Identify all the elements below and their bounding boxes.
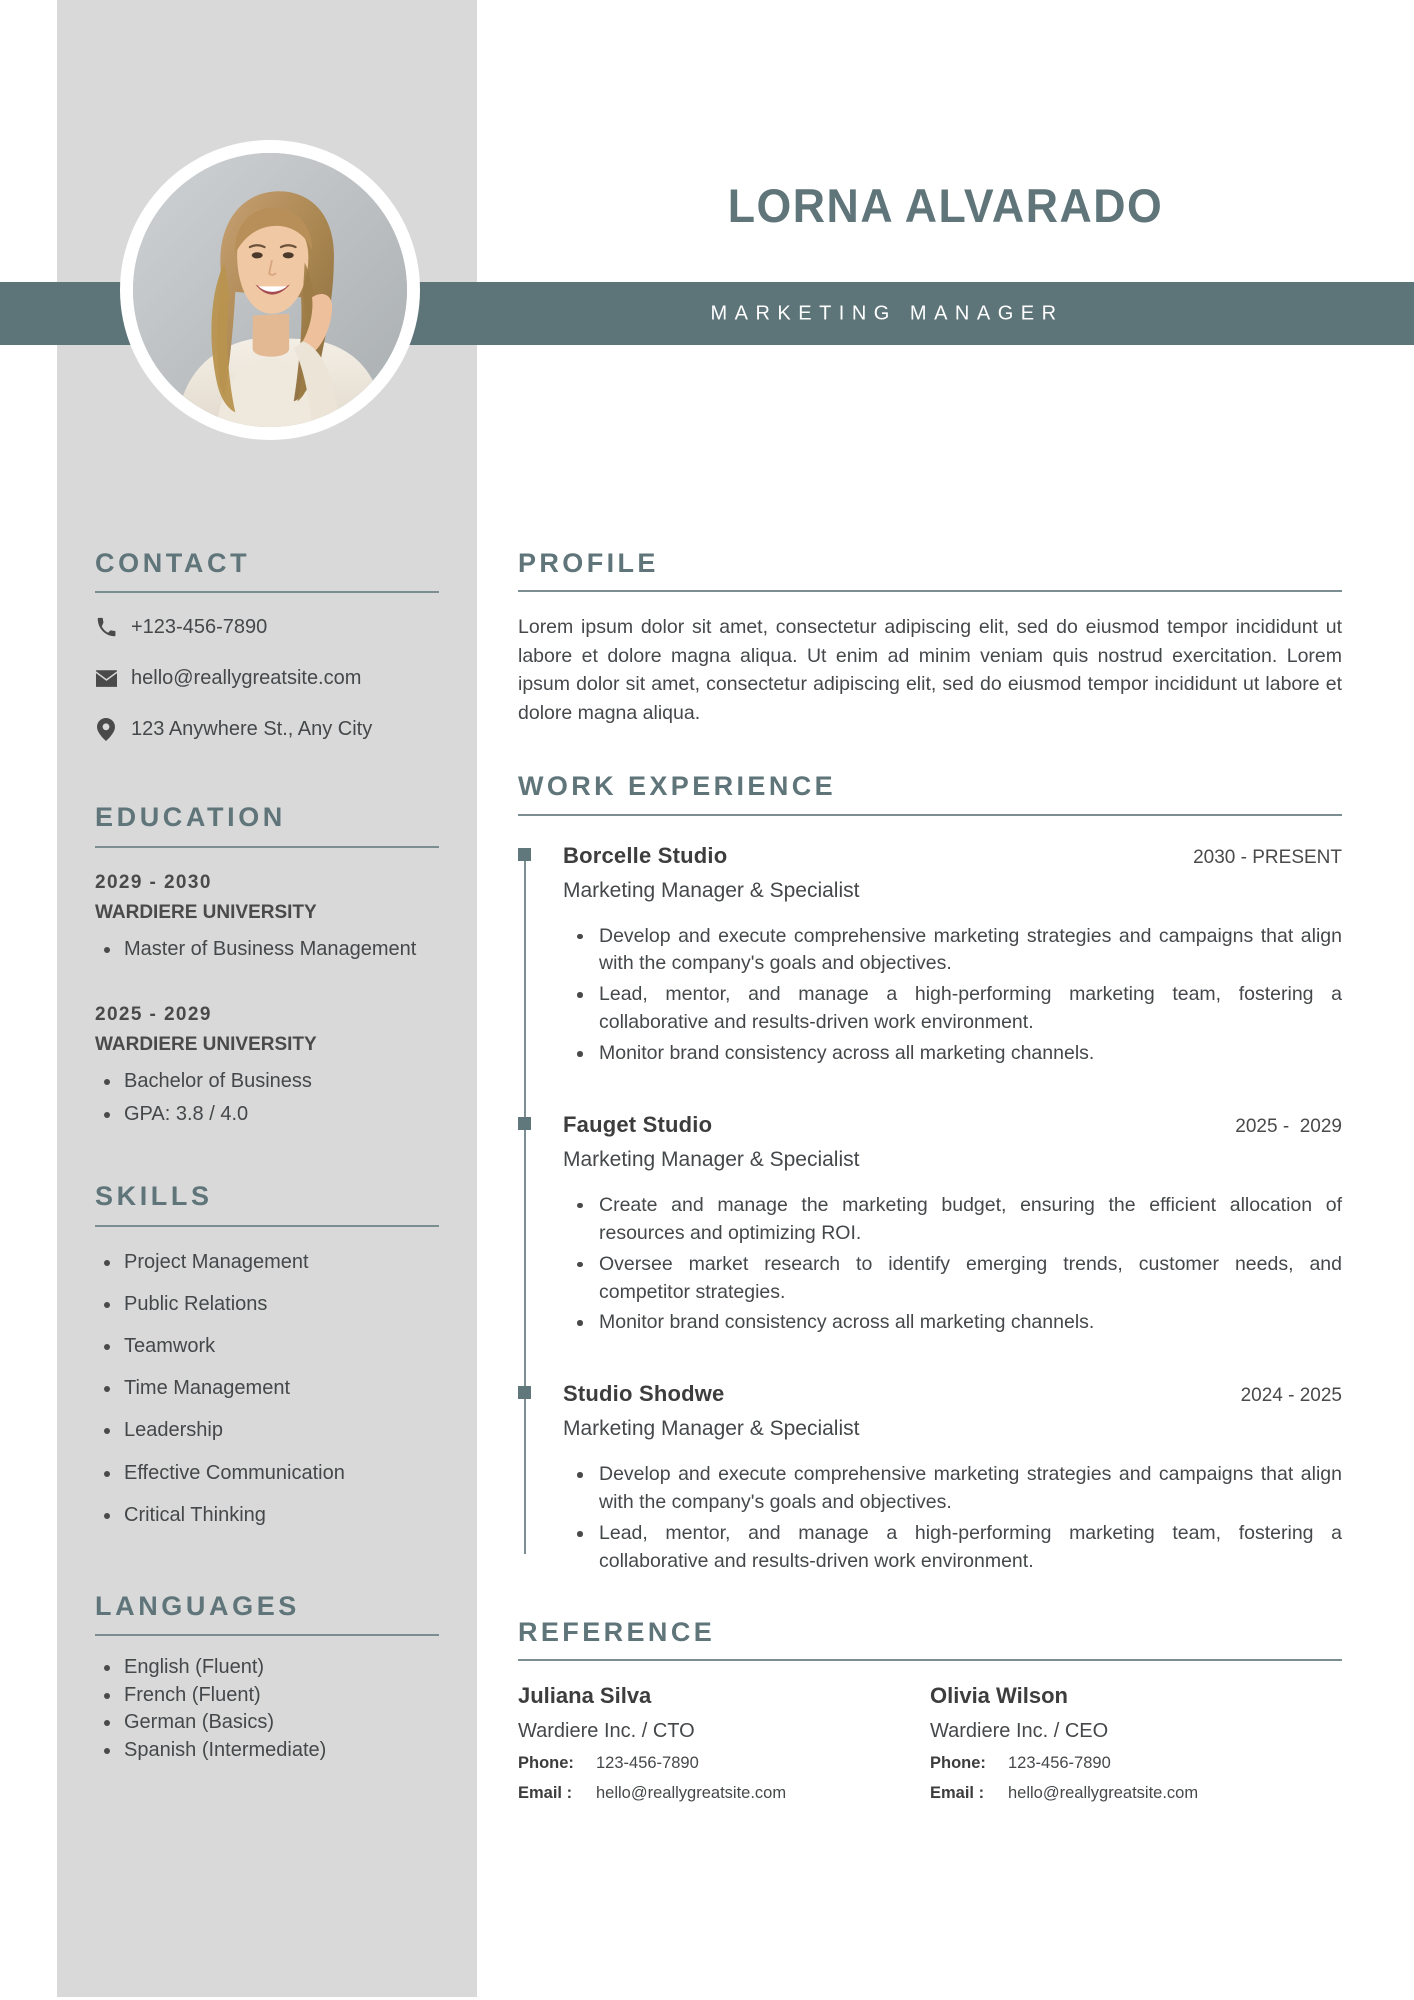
list-item: Teamwork	[95, 1333, 439, 1359]
reference-phone-label: Phone:	[930, 1754, 986, 1773]
job-company: Fauget Studio	[563, 1111, 713, 1137]
job-role: Marketing Manager & Specialist	[563, 878, 860, 902]
reference-phone-line	[518, 1754, 906, 1773]
job-points	[563, 1192, 1342, 1337]
education-years: 2025 - 2029	[95, 1003, 212, 1025]
education-school: WARDIERE UNIVERSITY	[95, 1033, 317, 1055]
contact-email-text: hello@reallygreatsite.com	[131, 667, 362, 690]
education-heading: EDUCATION	[95, 802, 286, 833]
list-item: German (Basics)	[95, 1709, 439, 1737]
contact-heading: CONTACT	[95, 548, 251, 578]
list-item: Bachelor of Business	[95, 1068, 439, 1094]
timeline-marker-icon	[518, 1386, 531, 1399]
timeline-marker-icon	[518, 848, 531, 861]
job-dates: 2025 - 2029	[1235, 1115, 1342, 1137]
job-role: Marketing Manager & Specialist	[563, 1147, 860, 1171]
job-role-title: MARKETING MANAGER	[710, 302, 1064, 324]
reference-card	[930, 1683, 1342, 1803]
reference-phone-label: Phone:	[518, 1754, 574, 1773]
job-dates: 2024 - 2025	[1240, 1385, 1342, 1407]
contact-list	[95, 615, 439, 741]
reference-name: Juliana Silva	[518, 1683, 652, 1709]
education-years: 2029 - 2030	[95, 871, 212, 893]
job-role: Marketing Manager & Specialist	[563, 1417, 860, 1441]
reference-phone-line	[930, 1754, 1318, 1773]
reference-section	[518, 1618, 1342, 1803]
list-item: Oversee market research to identify emerging trends, customer needs, and competitor strategies.	[563, 1251, 1342, 1307]
contact-email-row[interactable]	[95, 666, 439, 690]
reference-org: Wardiere Inc. / CTO	[518, 1720, 695, 1743]
contact-phone-row[interactable]	[95, 615, 439, 639]
languages-section	[95, 1592, 439, 1765]
list-item: French (Fluent)	[95, 1682, 439, 1710]
candidate-name: LORNA ALVARADO	[727, 179, 1164, 232]
list-item: Monitor brand consistency across all marketing channels.	[563, 1309, 1342, 1337]
reference-phone-value: 123-456-7890	[1008, 1754, 1111, 1773]
reference-heading: REFERENCE	[518, 1616, 716, 1647]
job-header	[563, 1381, 1342, 1407]
skills-heading: SKILLS	[95, 1181, 213, 1212]
education-divider	[95, 846, 439, 848]
list-item: Lead, mentor, and manage a high-performing marketing team, fostering a collaborative and results-driven work environment.	[563, 981, 1342, 1037]
location-pin-icon	[95, 718, 117, 740]
list-item: Effective Communication	[95, 1460, 439, 1486]
work-experience-heading: WORK EXPERIENCE	[518, 771, 837, 802]
list-item: Master of Business Management	[95, 936, 439, 962]
list-item: Create and manage the marketing budget, ensuring the efficient allocation of resources and optimizing ROI.	[563, 1192, 1342, 1248]
reference-divider	[518, 1659, 1342, 1661]
education-section	[95, 803, 439, 1127]
languages-list	[95, 1654, 439, 1764]
reference-email-line	[930, 1784, 1318, 1803]
work-experience-divider	[518, 814, 1342, 816]
skills-section	[95, 1182, 439, 1528]
profile-photo	[133, 153, 407, 427]
list-item: Spanish (Intermediate)	[95, 1737, 439, 1765]
timeline-marker-icon	[518, 1117, 531, 1130]
contact-divider	[95, 591, 439, 593]
reference-org: Wardiere Inc. / CEO	[930, 1720, 1109, 1743]
contact-phone-text: +123-456-7890	[131, 616, 268, 639]
skills-list	[95, 1249, 439, 1528]
phone-icon	[95, 616, 117, 638]
education-school: WARDIERE UNIVERSITY	[95, 901, 317, 923]
profile-divider	[518, 590, 1342, 592]
list-item: Monitor brand consistency across all marketing channels.	[563, 1040, 1342, 1068]
contact-address-row[interactable]	[95, 717, 439, 741]
list-item: GPA: 3.8 / 4.0	[95, 1101, 439, 1127]
profile-heading: PROFILE	[518, 548, 659, 578]
job-company: Borcelle Studio	[563, 842, 728, 868]
reference-email-value: hello@reallygreatsite.com	[596, 1784, 787, 1803]
contact-address-text: 123 Anywhere St., Any City	[131, 718, 373, 741]
skills-divider	[95, 1225, 439, 1227]
list-item: Time Management	[95, 1375, 439, 1401]
list-item: Develop and execute comprehensive marketing strategies and campaigns that align with the company's goals and objectives.	[563, 1461, 1342, 1517]
job-dates: 2030 - PRESENT	[1193, 846, 1342, 868]
avatar	[120, 140, 420, 440]
job-entry	[563, 843, 1342, 1068]
profile-text: Lorem ipsum dolor sit amet, consectetur adipiscing elit, sed do eiusmod tempor incididunt ut labore et dolore magna aliqua. Ut enim ad minim veniam quis nostrud exercitation. Lorem ipsum dolor sit amet, consectetur adipiscing elit, sed do eiusmod tempor incididunt ut labore et dolore magna aliqua.	[518, 616, 1342, 724]
job-header	[563, 1112, 1342, 1138]
list-item: Project Management	[95, 1249, 439, 1275]
list-item: Leadership	[95, 1417, 439, 1443]
list-item: Critical Thinking	[95, 1502, 439, 1528]
job-points	[563, 1461, 1342, 1576]
education-points	[95, 936, 439, 962]
education-entry	[95, 872, 439, 962]
profile-section	[518, 549, 1342, 727]
reference-email-line	[518, 1784, 906, 1803]
job-entry	[563, 1381, 1342, 1576]
contact-section	[95, 549, 439, 741]
work-experience-section	[518, 772, 1342, 1576]
job-company: Studio Shodwe	[563, 1381, 725, 1407]
email-icon	[95, 667, 117, 689]
languages-divider	[95, 1634, 439, 1636]
reference-grid	[518, 1683, 1342, 1803]
reference-name: Olivia Wilson	[930, 1683, 1068, 1709]
languages-heading: LANGUAGES	[95, 1590, 300, 1621]
reference-card	[518, 1683, 930, 1803]
list-item: English (Fluent)	[95, 1654, 439, 1682]
reference-phone-value: 123-456-7890	[596, 1754, 699, 1773]
education-entry	[95, 1004, 439, 1127]
main-column	[518, 0, 1342, 1803]
reference-email-label: Email :	[930, 1784, 985, 1803]
job-entry	[563, 1112, 1342, 1337]
list-item: Public Relations	[95, 1291, 439, 1317]
job-header	[563, 843, 1342, 869]
education-points	[95, 1068, 439, 1127]
reference-email-value: hello@reallygreatsite.com	[1008, 1784, 1199, 1803]
list-item: Develop and execute comprehensive marketing strategies and campaigns that align with the company's goals and objectives.	[563, 923, 1342, 979]
work-experience-timeline	[518, 843, 1342, 1576]
list-item: Lead, mentor, and manage a high-performing marketing team, fostering a collaborative and results-driven work environment.	[563, 1520, 1342, 1576]
reference-email-label: Email :	[518, 1784, 573, 1803]
job-points	[563, 923, 1342, 1068]
